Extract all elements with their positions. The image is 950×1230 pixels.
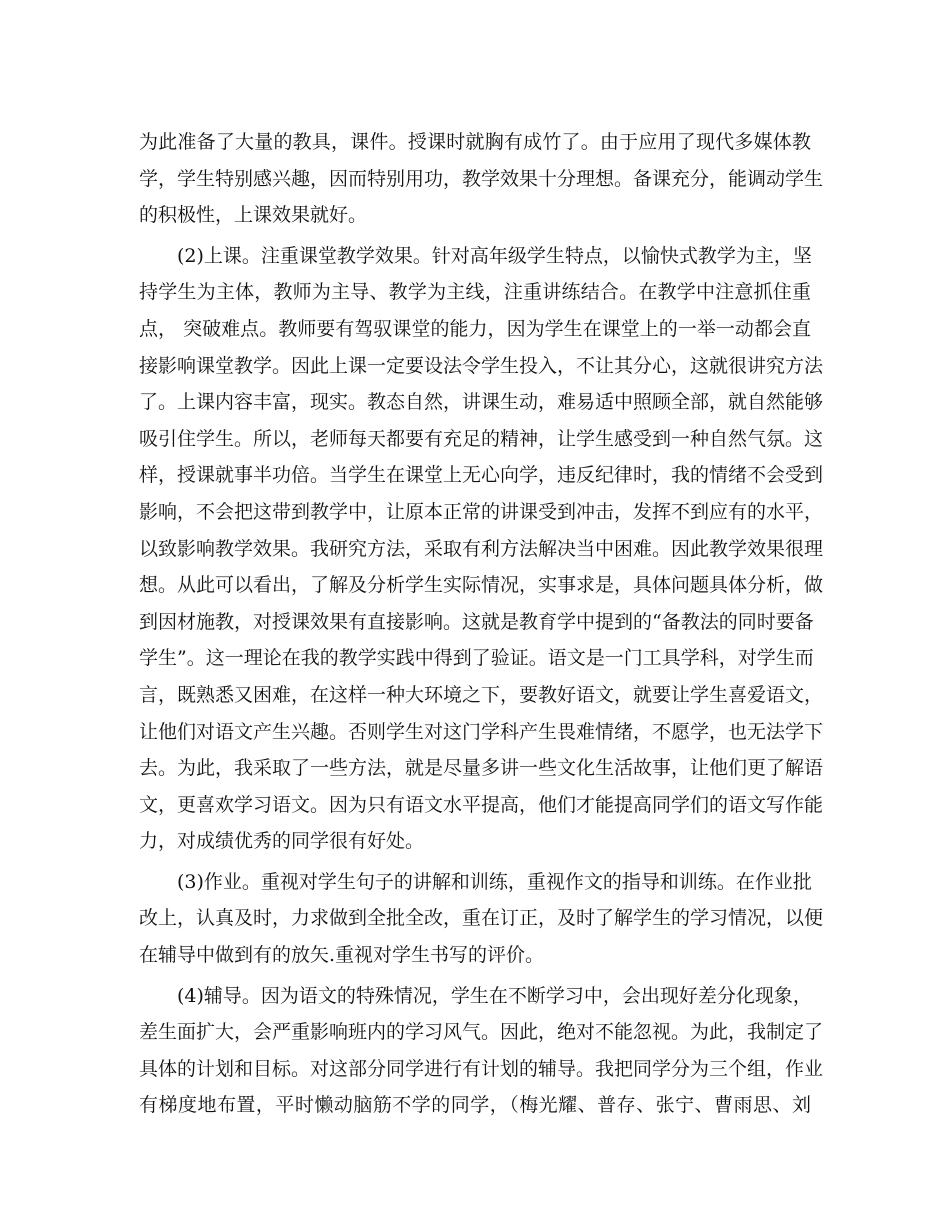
text-line: 学，学生特别感兴趣，因而特别用功，教学效果十分理想。备课充分，能调动学生 [139,167,824,190]
text-line: 去。为此，我采取了一些方法，就是尽量多讲一些文化生活故事，让他们更了解语 [139,757,824,780]
text-line: 力，对成绩优秀的同学很有好处。 [139,830,425,853]
paragraph [139,978,824,1124]
text-line: 到因材施教，对授课效果有直接影响。这就是教育学中提到的“备教法的同时要备 [139,610,814,633]
text-line: 学生”。这一理论在我的教学实践中得到了验证。语文是一门工具学科，对学生而 [139,647,814,670]
body-text [139,124,824,1124]
text-line: (3)作业。重视对学生句子的讲解和训练，重视作文的指导和训练。在作业批 [139,870,812,893]
text-line: 差生面扩大，会严重影响班内的学习风气。因此，绝对不能忽视。为此，我制定了 [139,1021,824,1044]
text-line: (2)上课。注重课堂教学效果。针对高年级学生特点，以愉快式教学为主，坚 [139,244,812,267]
text-line: 样，授课就事半功倍。当学生在课堂上无心向学，违反纪律时，我的情绪不会受到 [139,464,824,487]
text-line: 在辅导中做到有的放矢.重视对学生书写的评价。 [139,944,545,967]
paragraph [139,238,824,860]
text-line: 点， 突破难点。教师要有驾驭课堂的能力，因为学生在课堂上的一举一动都会直 [139,317,811,340]
text-line: 想。从此可以看出，了解及分析学生实际情况，实事求是，具体问题具体分析，做 [139,574,824,597]
text-line: (4)辅导。因为语文的特殊情况，学生在不断学习中，会出现好差分化现象， [139,984,812,1007]
text-line: 让他们对语文产生兴趣。否则学生对这门学科产生畏难情绪，不愿学，也无法学下 [139,720,824,743]
text-line: 的积极性，上课效果就好。 [139,204,368,227]
text-line: 文，更喜欢学习语文。因为只有语文水平提高，他们才能提高同学们的语文写作能 [139,793,824,816]
text-line: 改上，认真及时，力求做到全批全改，重在订正，及时了解学生的学习情况，以便 [139,907,824,930]
text-line: 有梯度地布置，平时懒动脑筋不学的同学，（梅光耀、普存、张宁、曹雨思、刘 [139,1094,811,1117]
text-line: 接影响课堂教学。因此上课一定要设法令学生投入，不让其分心，这就很讲究方法 [139,354,824,377]
text-line: 影响，不会把这带到教学中，让原本正常的讲课受到冲击，发挥不到应有的水平， [139,500,824,523]
text-line: 具体的计划和目标。对这部分同学进行有计划的辅导。我把同学分为三个组，作业 [139,1057,824,1080]
text-line: 吸引住学生。所以，老师每天都要有充足的精神，让学生感受到一种自然气氛。这 [139,427,824,450]
text-line: 言，既熟悉又困难，在这样一种大环境之下，要教好语文，就要让学生喜爱语文， [139,683,824,706]
paragraph [139,124,824,234]
text-line: 以致影响教学效果。我研究方法，采取有利方法解决当中困难。因此教学效果很理 [139,537,824,560]
paragraph [139,864,824,974]
text-line: 了。上课内容丰富，现实。教态自然，讲课生动，难易适中照顾全部，就自然能够 [139,391,824,414]
text-line: 为此准备了大量的教具，课件。授课时就胸有成竹了。由于应用了现代多媒体教 [139,131,811,153]
text-line: 持学生为主体，教师为主导、教学为主线，注重讲练结合。在教学中注意抓住重 [139,281,811,304]
